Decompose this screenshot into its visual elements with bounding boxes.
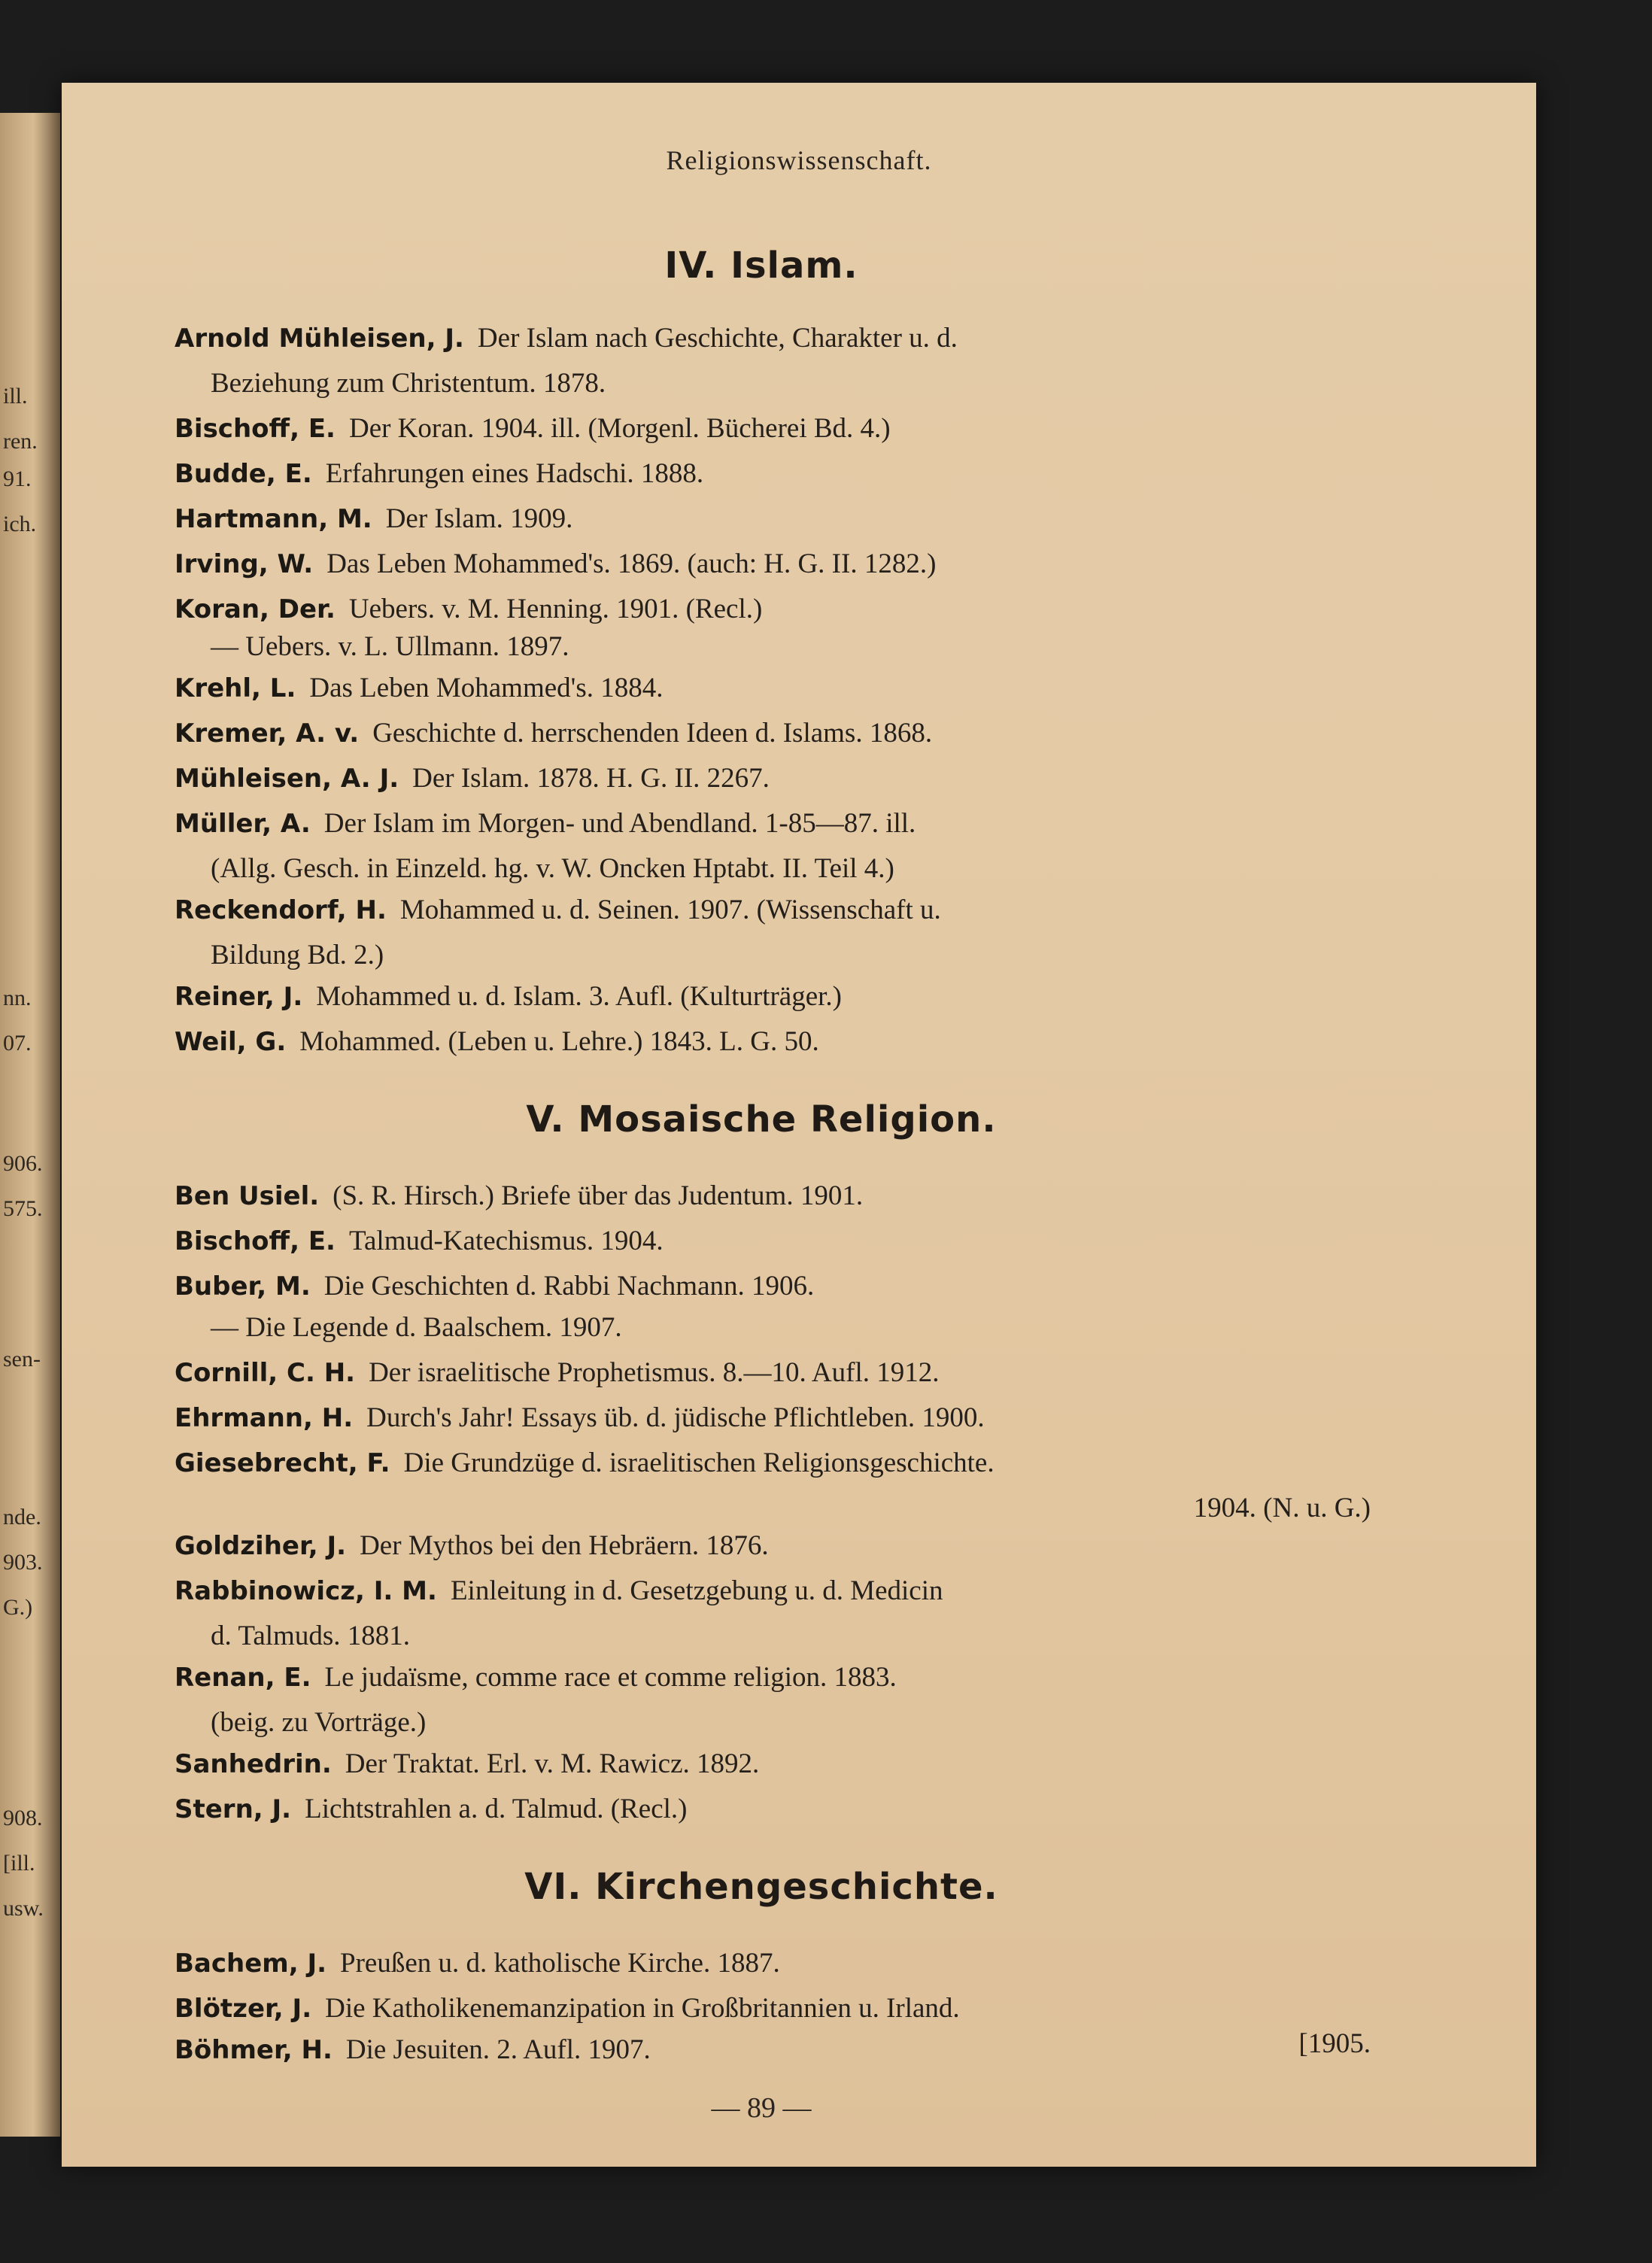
left-fragment: sen- xyxy=(3,1347,41,1371)
left-fragment: nde. xyxy=(3,1505,41,1529)
entry xyxy=(175,624,1393,670)
author: Böhmer, H. xyxy=(175,2035,333,2065)
entry-text: Uebers. v. M. Henning. 1901. (Recl.) xyxy=(348,594,763,624)
entry xyxy=(175,542,1393,587)
author: Blötzer, J. xyxy=(175,1994,312,2024)
entry-text: (S. R. Hirsch.) Briefe über das Judentum. 1901. xyxy=(333,1180,864,1211)
entry xyxy=(175,974,1393,1019)
entry xyxy=(175,801,1393,892)
author: Koran, Der. xyxy=(175,594,336,624)
left-fragment: ren. xyxy=(3,429,38,454)
author: Bischoff, E. xyxy=(175,1226,336,1256)
section-title-kirchengeschichte: VI. Kirchengeschichte. xyxy=(524,1866,998,1908)
entry-continuation: (beig. zu Vorträge.) xyxy=(211,1707,427,1738)
entry-text: Die Jesuiten. 2. Aufl. 1907. xyxy=(345,2034,651,2065)
entry-text: Lichtstrahlen a. d. Talmud. (Recl.) xyxy=(305,1794,688,1824)
author: Müller, A. xyxy=(175,809,311,839)
entry-tail: [1905. xyxy=(1298,2028,1371,2059)
left-fragment: nn. xyxy=(3,986,32,1010)
author: Krehl, L. xyxy=(175,673,296,703)
entry xyxy=(175,2028,1393,2073)
entry-text: Der Islam nach Geschichte, Charakter u. d. xyxy=(477,323,958,354)
entry xyxy=(175,1986,1393,2031)
entry-text: Preußen u. d. katholische Kirche. 1887. xyxy=(340,1948,780,1979)
left-fragment: 91. xyxy=(3,466,32,491)
author: Arnold Mühleisen, J. xyxy=(175,324,464,354)
author: Giesebrecht, F. xyxy=(175,1448,390,1478)
author: Goldziher, J. xyxy=(175,1531,347,1561)
left-fragment: G.) xyxy=(3,1595,33,1620)
author: Ben Usiel. xyxy=(175,1181,320,1211)
entry xyxy=(175,666,1393,711)
entry xyxy=(175,406,1393,451)
author: Weil, G. xyxy=(175,1027,287,1057)
entry xyxy=(175,1350,1393,1396)
entry-text: Einleitung in d. Gesetzgebung u. d. Medicin xyxy=(450,1575,943,1606)
author: Irving, W. xyxy=(175,549,314,579)
entry-text: Der Traktat. Erl. v. M. Rawicz. 1892. xyxy=(345,1748,760,1779)
entry xyxy=(175,316,1393,406)
entry xyxy=(175,1941,1393,1986)
author: Bachem, J. xyxy=(175,1949,327,1979)
entry xyxy=(175,711,1393,756)
author: Ehrmann, H. xyxy=(175,1403,354,1433)
entry-continuation: (Allg. Gesch. in Einzeld. hg. v. W. Oncken Hptabt. II. Teil 4.) xyxy=(211,853,894,884)
entry-text: Die Geschichten d. Rabbi Nachmann. 1906. xyxy=(323,1271,815,1302)
left-fragment: 07. xyxy=(3,1031,32,1056)
section-title-mosaische-religion: V. Mosaische Religion. xyxy=(526,1098,997,1141)
left-fragment: 908. xyxy=(3,1806,43,1830)
entry xyxy=(175,1305,1393,1350)
entry xyxy=(175,1396,1393,1441)
entry-text: Der israelitische Prophetismus. 8.—10. Aufl. 1912. xyxy=(369,1357,940,1388)
left-fragment: [ill. xyxy=(3,1851,35,1876)
section-title-islam: IV. Islam. xyxy=(664,245,858,287)
entry-continuation: 1904. (N. u. G.) xyxy=(1193,1493,1371,1523)
author: Cornill, C. H. xyxy=(175,1358,356,1388)
author: Reiner, J. xyxy=(175,982,303,1012)
entry-text: Erfahrungen eines Hadschi. 1888. xyxy=(325,458,704,489)
left-fragment: ill. xyxy=(3,384,28,409)
entry xyxy=(175,1569,1393,1659)
entry xyxy=(175,1219,1393,1264)
entry-text: Der Mythos bei den Hebräern. 1876. xyxy=(360,1530,769,1561)
entry-text: Die Grundzüge d. israelitischen Religionsgeschichte. xyxy=(403,1447,995,1478)
entry xyxy=(175,1174,1393,1219)
entry-text: Das Leben Mohammed's. 1884. xyxy=(309,673,664,703)
entry-text: Mohammed. (Leben u. Lehre.) 1843. L. G. 50. xyxy=(299,1026,819,1057)
entry-continuation: Beziehung zum Christentum. 1878. xyxy=(211,368,606,399)
page-number: — 89 — xyxy=(711,2092,812,2124)
entry xyxy=(175,1742,1393,1787)
left-page-edge xyxy=(0,113,60,2137)
running-header: Religionswissenschaft. xyxy=(666,145,932,175)
entry xyxy=(175,1787,1393,1832)
author: Kremer, A. v. xyxy=(175,718,360,749)
entry xyxy=(175,756,1393,801)
author: Bischoff, E. xyxy=(175,414,336,444)
left-fragment: 906. xyxy=(3,1151,43,1176)
entry-text: Mohammed u. d. Islam. 3. Aufl. (Kulturträger.) xyxy=(316,981,843,1012)
entry-text: Mohammed u. d. Seinen. 1907. (Wissenschaft u. xyxy=(399,895,941,925)
author: Renan, E. xyxy=(175,1663,311,1693)
entry xyxy=(175,1655,1393,1745)
entry-text: Die Katholikenemanzipation in Großbritannien u. Irland. xyxy=(325,1993,960,2024)
entry-text: Durch's Jahr! Essays üb. d. jüdische Pflichtleben. 1900. xyxy=(366,1402,985,1433)
author: Hartmann, M. xyxy=(175,504,372,534)
entry-text: Der Islam. 1878. H. G. II. 2267. xyxy=(412,763,770,794)
entry-text: Der Islam. 1909. xyxy=(385,503,573,534)
book-page xyxy=(62,83,1536,2167)
entry xyxy=(175,497,1393,542)
entry xyxy=(175,1019,1393,1065)
entry-continuation: d. Talmuds. 1881. xyxy=(211,1621,410,1651)
entry xyxy=(175,451,1393,497)
entry xyxy=(175,1264,1393,1309)
entry-text: — Die Legende d. Baalschem. 1907. xyxy=(211,1312,622,1343)
entry-continuation: Bildung Bd. 2.) xyxy=(211,940,384,971)
left-fragment: 903. xyxy=(3,1550,43,1575)
entry-text: Der Koran. 1904. ill. (Morgenl. Bücherei Bd. 4.) xyxy=(348,413,891,444)
entry xyxy=(175,1523,1393,1569)
entry-text: Das Leben Mohammed's. 1869. (auch: H. G. II. 1282.) xyxy=(326,548,937,579)
author: Budde, E. xyxy=(175,459,312,489)
left-fragment: 575. xyxy=(3,1196,43,1221)
entry-text: — Uebers. v. L. Ullmann. 1897. xyxy=(211,631,569,662)
entry-text: Geschichte d. herrschenden Ideen d. Islams. 1868. xyxy=(372,718,933,749)
author: Stern, J. xyxy=(175,1794,292,1824)
left-fragment: usw. xyxy=(3,1896,44,1921)
entry xyxy=(175,888,1393,978)
author: Mühleisen, A. J. xyxy=(175,764,399,794)
author: Sanhedrin. xyxy=(175,1749,332,1779)
author: Reckendorf, H. xyxy=(175,895,387,925)
left-fragment: ich. xyxy=(3,512,37,536)
entry-text: Der Islam im Morgen- und Abendland. 1-85—87. ill. xyxy=(323,808,916,839)
entry-text: Talmud-Katechismus. 1904. xyxy=(348,1226,664,1256)
entry xyxy=(175,1441,1393,1531)
author: Rabbinowicz, I. M. xyxy=(175,1576,437,1606)
entry-text: Le judaïsme, comme race et comme religion. 1883. xyxy=(324,1662,897,1693)
author: Buber, M. xyxy=(175,1271,311,1302)
